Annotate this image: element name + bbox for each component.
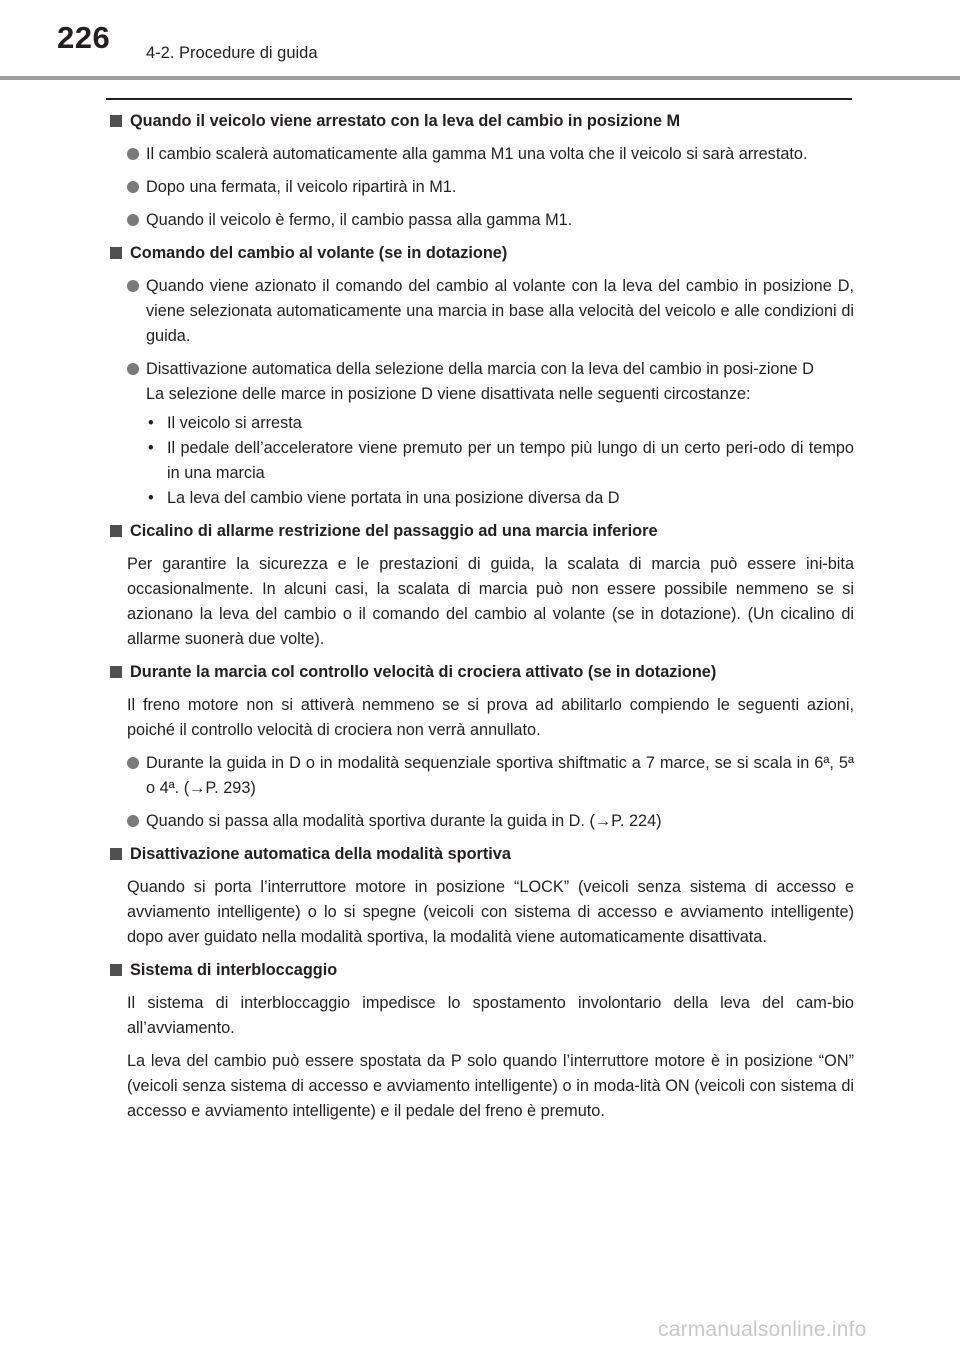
small-bullet-icon: •	[148, 439, 154, 457]
square-bullet-icon	[110, 115, 122, 127]
circle-bullet-icon	[127, 363, 139, 375]
sub-list-item	[146, 436, 854, 486]
content-top-rule	[106, 98, 852, 100]
circle-bullet-icon	[127, 757, 139, 769]
paragraph: Per garantire la sicurezza e le prestazioni di guida, la scalata di marcia può essere ini-bita occasionalmente. In alcuni casi, la scalata di marcia può non essere possibile nemmeno se si azionano la leva del cambio o il comando del cambio al volante (se in dotazione). (Un cicalino di allarme suonerà due volte).	[127, 555, 854, 648]
list-item	[127, 809, 854, 834]
list-item-text: Quando si passa alla modalità sportiva durante la guida in D. (→P. 224)	[146, 812, 662, 830]
section-heading	[108, 519, 854, 544]
sub-list-item-text: Il pedale dell’acceleratore viene premuto per un tempo più lungo di un certo peri-odo di tempo in una marcia	[167, 439, 854, 482]
header-divider	[0, 76, 960, 80]
section-heading	[108, 241, 854, 266]
square-bullet-icon	[110, 848, 122, 860]
circle-bullet-icon	[127, 181, 139, 193]
list-item	[127, 208, 854, 233]
sub-list-item-text: La leva del cambio viene portata in una posizione diversa da D	[167, 489, 620, 507]
paragraph: La leva del cambio può essere spostata da P solo quando l’interruttore motore è in posizione “ON” (veicoli senza sistema di accesso e avviamento intelligente) o in moda-lità ON (veicoli con sistema di accesso e avviamento intelligente) e il pedale del freno è premuto.	[127, 1052, 854, 1120]
section-title: 4-2. Procedure di guida	[146, 44, 318, 62]
heading-text: Disattivazione automatica della modalità sportiva	[130, 845, 511, 863]
heading-text: Quando il veicolo viene arrestato con la leva del cambio in posizione M	[130, 112, 681, 130]
section-heading	[108, 842, 854, 867]
heading-text: Comando del cambio al volante (se in dotazione)	[130, 244, 508, 262]
list-item-text: Quando viene azionato il comando del cambio al volante con la leva del cambio in posizione D, viene selezionata automaticamente una marcia in base alla velocità del veicolo e alle condizioni di guida.	[146, 277, 854, 345]
small-bullet-icon: •	[148, 414, 154, 432]
paragraph: Il freno motore non si attiverà nemmeno se si prova ad abilitarlo compiendo le seguenti azioni, poiché il controllo velocità di crociera non verrà annullato.	[127, 696, 854, 739]
list-item-line: Disattivazione automatica della selezione della marcia con la leva del cambio in posi-zione D	[146, 360, 814, 378]
heading-text: Cicalino di allarme restrizione del passaggio ad una marcia inferiore	[130, 522, 658, 540]
small-bullet-icon: •	[148, 489, 154, 507]
heading-text: Durante la marcia col controllo velocità di crociera attivato (se in dotazione)	[130, 663, 717, 681]
square-bullet-icon	[110, 525, 122, 537]
heading-text: Sistema di interbloccaggio	[130, 961, 338, 979]
section-heading	[108, 109, 854, 134]
list-item	[127, 751, 854, 801]
sub-list-item-text: Il veicolo si arresta	[167, 414, 302, 432]
list-item-text	[146, 357, 854, 407]
square-bullet-icon	[110, 247, 122, 259]
circle-bullet-icon	[127, 214, 139, 226]
list-item	[127, 357, 854, 407]
circle-bullet-icon	[127, 815, 139, 827]
section-heading	[108, 660, 854, 685]
watermark: carmanualsonline.info	[658, 1318, 867, 1341]
list-item	[127, 175, 854, 200]
sub-list-item	[146, 486, 854, 511]
paragraph: Quando si porta l’interruttore motore in posizione “LOCK” (veicoli senza sistema di accesso e avviamento intelligente) o lo si spegne (veicoli con sistema di accesso e avviamento intelligente) dopo aver guidato nella modalità sportiva, la modalità viene automaticamente disattivata.	[127, 878, 854, 946]
list-item-text: Quando il veicolo è fermo, il cambio passa alla gamma M1.	[146, 211, 573, 229]
square-bullet-icon	[110, 666, 122, 678]
list-item-text: Durante la guida in D o in modalità sequenziale sportiva shiftmatic a 7 marce, se si scala in 6ª, 5ª o 4ª. (→P. 293)	[146, 754, 854, 797]
circle-bullet-icon	[127, 280, 139, 292]
list-item-text: Il cambio scalerà automaticamente alla gamma M1 una volta che il veicolo si sarà arrestato.	[146, 145, 808, 163]
page-content	[108, 109, 854, 1132]
sub-list-item	[146, 411, 854, 436]
list-item-text: Dopo una fermata, il veicolo ripartirà in M1.	[146, 178, 457, 196]
page-number: 226	[57, 20, 111, 55]
circle-bullet-icon	[127, 148, 139, 160]
sub-list	[146, 411, 854, 511]
list-item	[127, 274, 854, 349]
square-bullet-icon	[110, 964, 122, 976]
page-header	[0, 0, 960, 80]
paragraph: Il sistema di interbloccaggio impedisce lo spostamento involontario della leva del cam-bio all’avviamento.	[127, 994, 854, 1037]
list-item-line: La selezione delle marce in posizione D viene disattivata nelle seguenti circostanze:	[146, 385, 751, 403]
section-heading	[108, 958, 854, 983]
list-item	[127, 142, 854, 167]
